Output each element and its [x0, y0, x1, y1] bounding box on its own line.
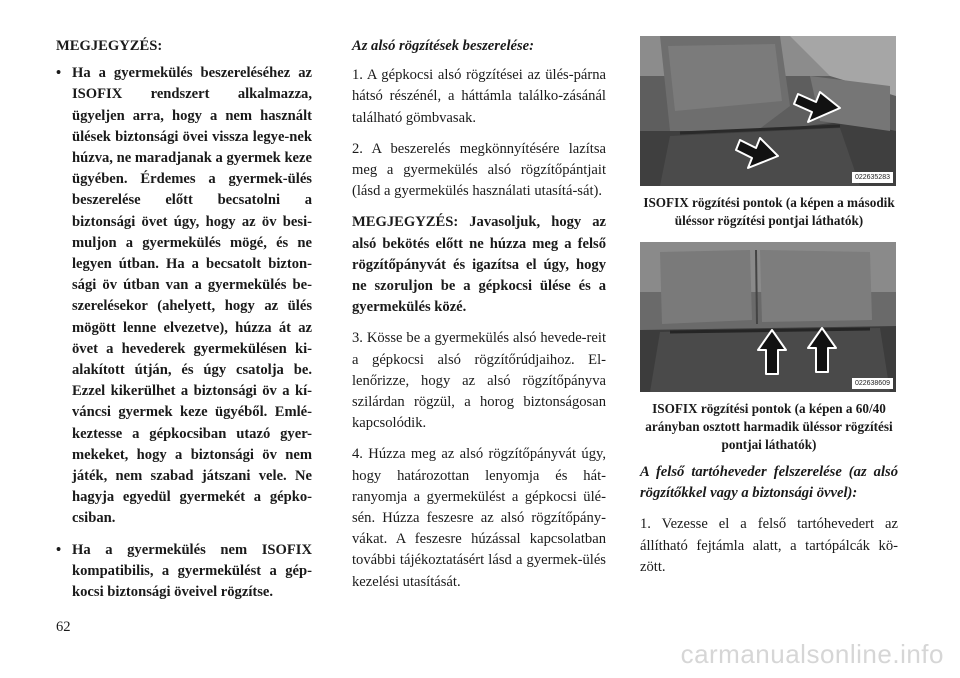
step-1: 1. A gépkocsi alsó rögzítései az ülés-párna hátsó részénél, a háttámla találko-zásánál található gömbvasak. — [352, 67, 606, 126]
figure-caption: ISOFIX rögzítési pontok (a képen a második üléssor rögzítési pontjai láthatók) — [643, 195, 895, 228]
step-4: 4. Húzza meg az alsó rögzítőpányvát úgy, hogy határozottan lenyomja és hát-ranyomja a gyermekülést a gépkocsi ülé-sén. Húzza feszesre az alsó rögzítőpány-vákat. A feszesre húzással kapcsolatban további tájékoztatásért lásd a gyermek-ülés kezelési utasítását. — [352, 446, 606, 590]
column-middle — [352, 36, 606, 593]
bullet-item — [56, 63, 312, 529]
bullet-text: Ha a gyermekülés beszereléséhez az ISOFIX rendszert alkalmazza, ügyeljen arra, hogy a nem használt ülések biztonsági övei vissza legye-nek húzva, ne maradjanak a gyermek keze ügyében. Érdemes a gyermek-ülés beszerelése előtt becsatolni a biztonsági övet úgy, hogy az öv besi-muljon a gyermekülés mögé, és ne legyen útban. Ha a becsatolt bizton-sági öv útban van a gyermekülés be-szerelésekor (ahelyett, hogy az ülés mögött lenne elvezetve), húzza át az övet a hevederek gyermekülésen ki-alakított útján, és úgy csatolja be. Ezzel kikerülhet a biztonsági öv a kí-váncsi gyermek keze ügyéből. Emlé-keztesse a gépkocsiban utazó gyer-mekeket, hogy a biztonsági öv nem játék, nem szabad játszani vele. Ne hagyja egyedül gyermekét a gépko-csiban. — [72, 65, 312, 527]
isofix-third-row-photo — [640, 242, 896, 392]
note-heading: MEGJEGYZÉS: — [56, 38, 163, 54]
bullet-dot: • — [56, 541, 62, 558]
column-right — [640, 36, 898, 578]
image-code: 022638609 — [852, 378, 893, 389]
bullet-text: Ha a gyermekülés nem ISOFIX kompatibilis, a gyermekülést a gép-kocsi biztonsági öveivel rögzítse. — [72, 541, 312, 601]
isofix-second-row-photo — [640, 36, 896, 186]
note-paragraph: MEGJEGYZÉS: Javasoljuk, hogy az alsó bekötés előtt ne húzza meg a felső rögzítőpányvát és igazítsa el úgy, hogy ne szoruljon be a gépkocsi ülése és a gyermekülés közé. — [352, 214, 606, 316]
image-code: 022635283 — [852, 172, 893, 183]
third-row-seat-illustration — [640, 242, 896, 392]
second-row-seat-illustration — [640, 36, 896, 186]
page-number: 62 — [56, 619, 71, 635]
bullet-item — [56, 540, 312, 604]
step-2: 2. A beszerelés megkönnyítésére lazítsa meg a gyermekülés alsó rögzítőpántjait (lásd a gyermekülés használati utasítá-sát). — [352, 140, 606, 200]
step-1: 1. Vezesse el a felső tartóhevedert az állítható fejtámla alatt, a tartópálcák kö-zött. — [640, 516, 898, 575]
step-3: 3. Kösse be a gyermekülés alsó hevede-reit a gépkocsi alsó rögzítőrúdjaihoz. El-lenőrizze, hogy az alsó rögzítőpányva szilárdan rögzül, a horog biztonságosan kapcsolódik. — [352, 330, 606, 432]
section-subheading: A felső tartóheveder felszerelése (az alsó rögzítőkkel vagy a biztonsági övvel): — [640, 464, 898, 502]
column-left — [56, 36, 312, 603]
figure-caption: ISOFIX rögzítési pontok (a képen a 60/40 arányban osztott harmadik üléssor rögzítési pontjai láthatók) — [645, 401, 893, 452]
watermark: carmanualsonline.info — [680, 639, 944, 669]
section-subheading: Az alsó rögzítések beszerelése: — [352, 38, 534, 54]
bullet-dot: • — [56, 65, 62, 82]
